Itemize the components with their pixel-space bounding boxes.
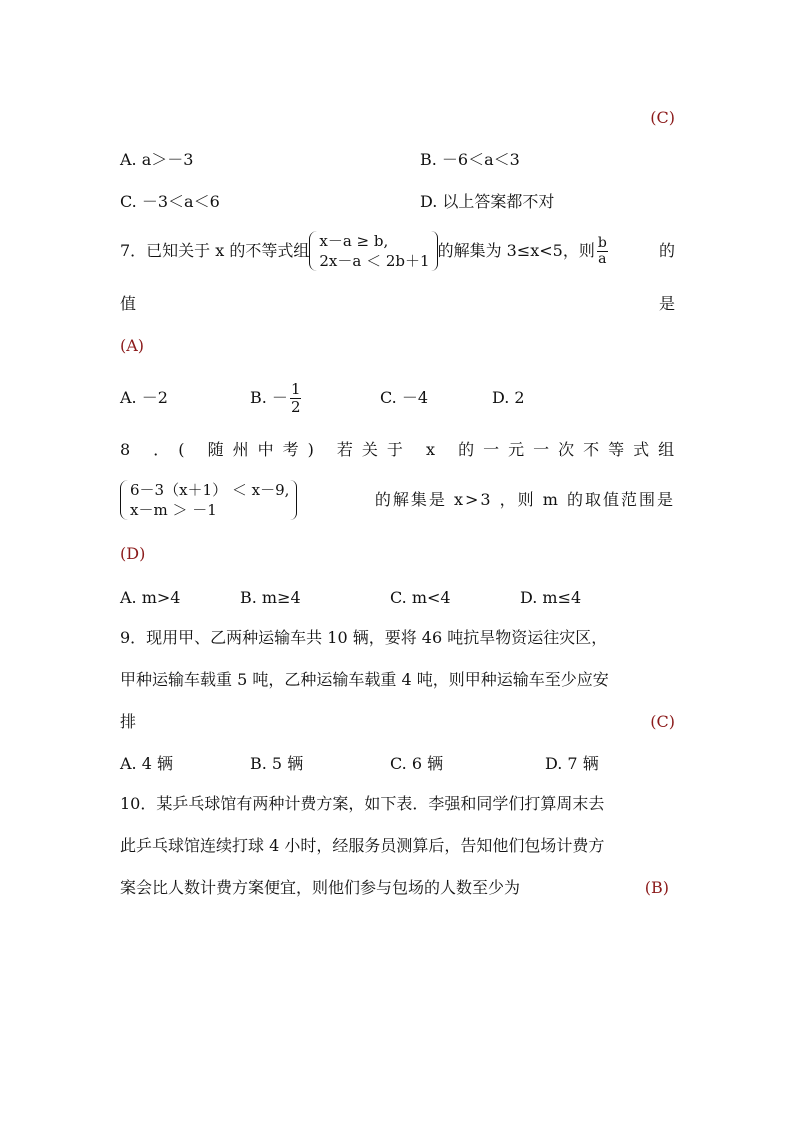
q10-answer: (B) <box>644 878 669 897</box>
q7-option-b-fraction <box>290 381 302 416</box>
q8-stem-line1: 8 ．( 随州中考) 若关于 x 的一元一次不等式组 <box>120 440 684 459</box>
q8-after-system: 的解集是 x>3 ，则 m 的取值范围是 <box>374 490 675 509</box>
q8-stem-line2 <box>120 478 675 522</box>
q7-line2-right: 是 <box>658 294 675 313</box>
q7-system-row-2: 2x－a ＜ 2b＋1 <box>319 252 430 270</box>
q7-fraction-denominator: a <box>598 250 607 267</box>
q7-prefix: 7．已知关于 x 的不等式组 <box>120 241 310 260</box>
q10-stem-line2: 此乒乓球馆连续打球 4 小时，经服务员测算后，告知他们包场计费方 <box>120 836 605 855</box>
q7-system-row-1: x－a ≥ b, <box>319 232 389 250</box>
q7-line2-left: 值 <box>120 294 137 313</box>
q7-answer: (A) <box>120 336 145 355</box>
q7-stem <box>120 228 675 274</box>
q7-option-a: A. －2 <box>120 388 168 407</box>
q7-option-d: D. 2 <box>492 388 525 407</box>
q9-stem-line1: 9．现用甲、乙两种运输车共 10 辆，要将 46 吨抗旱物资运往灾区， <box>120 628 608 647</box>
q7-stem-line2 <box>120 294 675 314</box>
q9-stem-line3 <box>120 712 675 732</box>
q8-option-c: C. m<4 <box>390 588 451 607</box>
q7-option-b-numerator: 1 <box>290 379 301 398</box>
q7-inequality-system <box>309 231 437 271</box>
q7-option-c: C. －4 <box>380 388 429 407</box>
q9-option-b: B. 5 辆 <box>250 754 304 773</box>
q6-option-c: C. －3＜a＜6 <box>120 192 220 211</box>
q7-option-b <box>250 376 303 420</box>
q6-answer: (C) <box>650 108 675 127</box>
q6-option-a: A. a＞－3 <box>120 150 194 169</box>
q7-answer-line <box>120 336 675 356</box>
q9-option-c: C. 6 辆 <box>390 754 444 773</box>
q9-option-a: A. 4 辆 <box>120 754 173 773</box>
q7-option-b-prefix: B. － <box>250 388 288 407</box>
q8-option-d: D. m≤4 <box>520 588 582 607</box>
q8-option-a: A. m>4 <box>120 588 181 607</box>
q7-middle-text: 的解集为 3≤x<5，则 <box>437 241 595 260</box>
q9-answer: (C) <box>650 712 675 731</box>
q6-option-d: D. 以上答案都不对 <box>420 192 555 211</box>
q9-option-d: D. 7 辆 <box>545 754 599 773</box>
q10-stem-line1: 10．某乒乓球馆有两种计费方案，如下表．李强和同学们打算周末去 <box>120 794 605 813</box>
q6-option-b: B. －6＜a＜3 <box>420 150 520 169</box>
q7-option-b-denominator: 2 <box>290 397 301 416</box>
q7-fraction-b-over-a <box>597 236 608 267</box>
q10-stem-line3 <box>120 878 675 898</box>
q9-stem-line2: 甲种运输车载重 5 吨，乙种运输车载重 4 吨，则甲种运输车至少应安 <box>120 670 609 689</box>
q8-inequality-system <box>120 480 297 520</box>
q9-line3-text: 排 <box>120 712 137 731</box>
q7-options <box>120 376 675 420</box>
q7-suffix: 的 <box>658 241 675 260</box>
q8-system-row-1: 6－3（x＋1） ＜ x－9, <box>130 481 290 499</box>
q7-fraction-numerator: b <box>597 234 607 251</box>
q8-answer: (D) <box>120 544 146 563</box>
q8-answer-line <box>120 544 675 564</box>
q8-system-row-2: x－m ＞ －1 <box>130 501 217 519</box>
q8-option-b: B. m≥4 <box>240 588 301 607</box>
q10-line3-text: 案会比人数计费方案便宜，则他们参与包场的人数至少为 <box>120 878 521 897</box>
